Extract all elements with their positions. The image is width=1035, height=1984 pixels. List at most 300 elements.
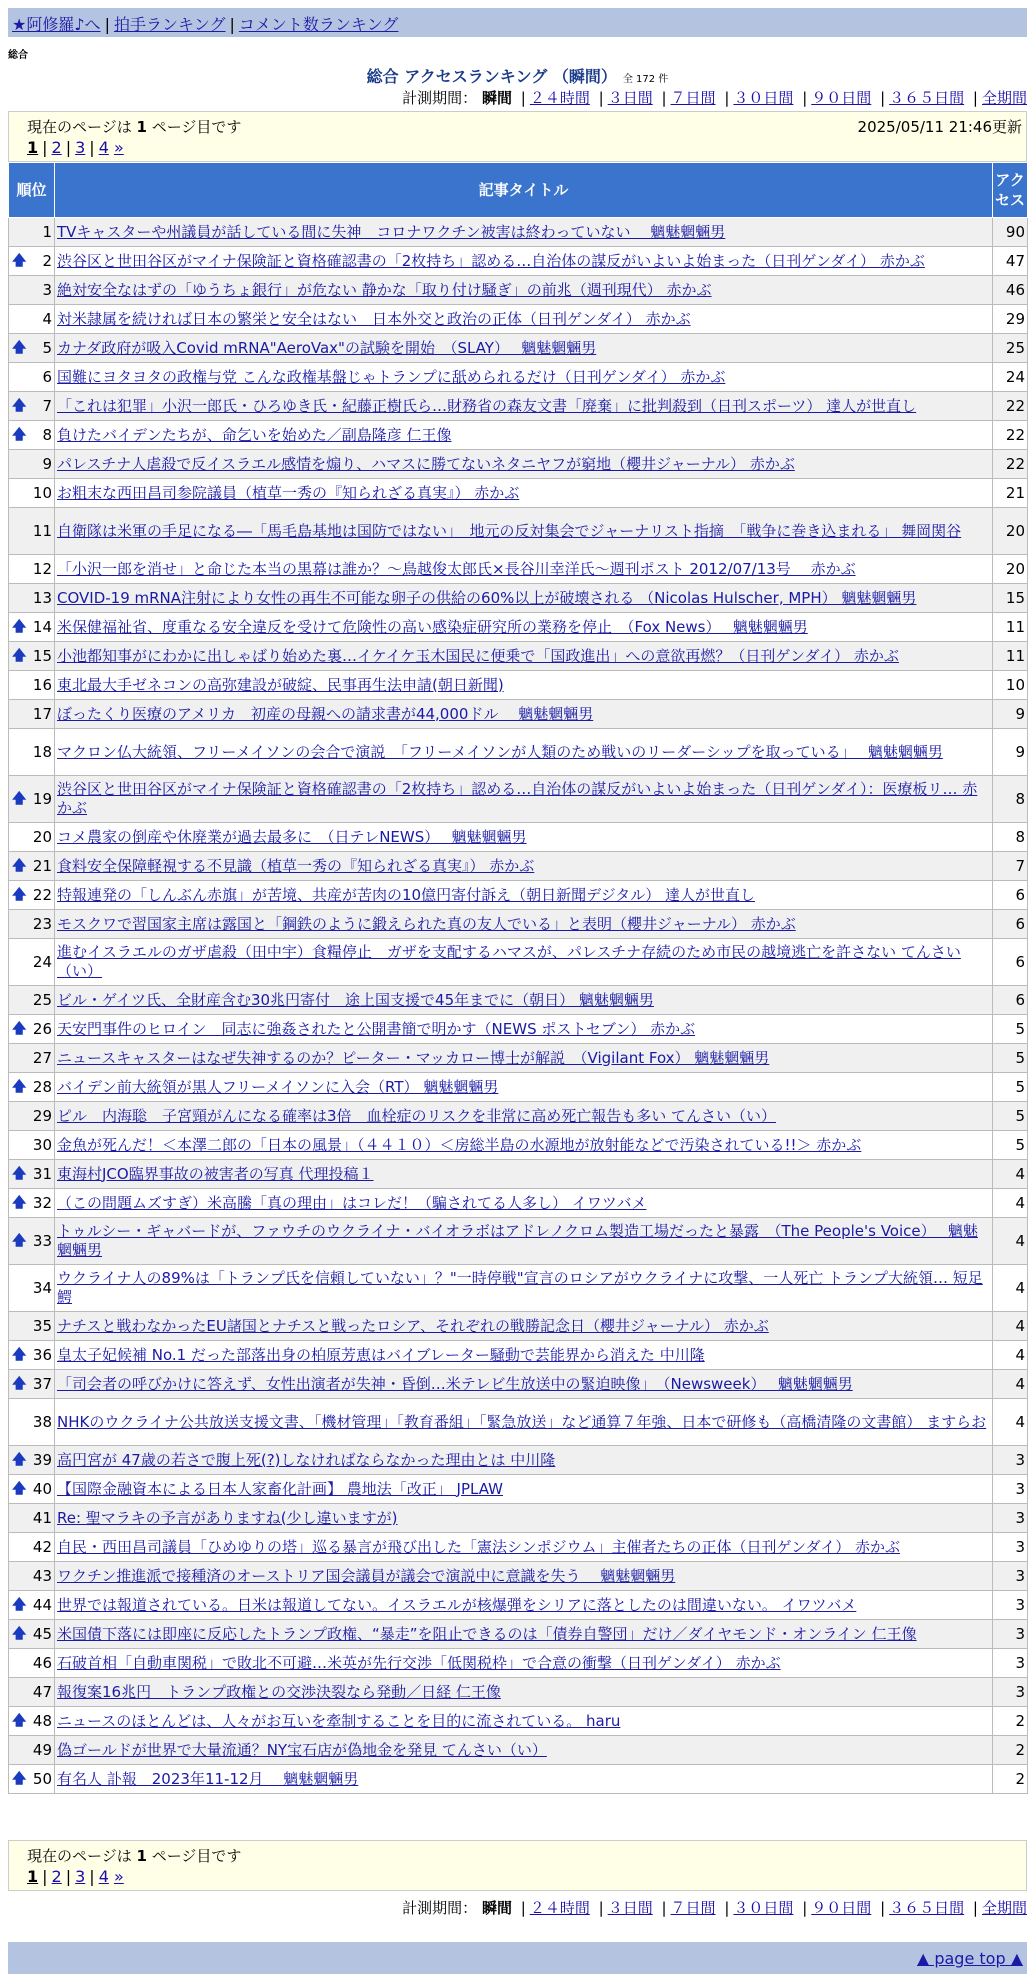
rank-up-arrow-icon: 🡅 [12,619,27,635]
period-label-bottom: 計測期間： [402,1899,478,1917]
article-link[interactable]: 石破首相「自動車関税」で敗北不可避…米英が先行交渉「低関税枠」で合意の衝撃（日刊ゲンダイ） 赤かぶ [57,1653,781,1672]
table-row [9,218,1028,247]
title-cell [55,700,993,729]
access-count: 4 [993,1160,1028,1189]
article-link[interactable]: ぼったくり医療のアメリカ 初産の母親への請求書が44,000ドル 魑魅魍魎男 [57,704,594,723]
table-row [9,450,1028,479]
rank-cell [9,939,55,986]
access-count: 2 [993,1707,1028,1736]
page-1-link-bottom[interactable]: 1 [27,1867,39,1886]
rank-cell [9,1707,55,1736]
title-cell [55,421,993,450]
title-cell [55,392,993,421]
title-cell [55,1620,993,1649]
article-link[interactable]: 負けたバイデンたちが、命乞いを始めた／副島隆彦 仁王像 [57,425,452,444]
period-7d-link[interactable]: ７日間 [670,89,716,107]
article-link[interactable]: COVID-19 mRNA注射により女性の再生不可能な卵子の供給の60%以上が破壊される （Nicolas Hulscher, MPH） 魑魅魍魎男 [57,588,917,607]
rank-cell [9,852,55,881]
table-row [9,421,1028,450]
article-link[interactable]: 渋谷区と世田谷区がマイナ保険証と資格確認書の「2枚持ち」認める…自治体の謀反がいよいよ始まった（日刊ゲンダイ） 赤かぶ [57,251,925,270]
table-row [9,392,1028,421]
table-row [9,1562,1028,1591]
title-cell [55,910,993,939]
access-count: 22 [993,421,1028,450]
article-link[interactable]: バイデン前大統領が黒人フリーメイソンに入会（RT） 魑魅魍魎男 [57,1077,499,1096]
title-cell [55,450,993,479]
article-link[interactable]: 国難にヨタヨタの政権与党 こんな政権基盤じゃトランプに舐められるだけ（日刊ゲンダイ） 赤かぶ [57,367,726,386]
rank-number: 31 [32,1164,52,1183]
section-label: 総合 [8,50,28,61]
table-row [9,1218,1028,1265]
article-link[interactable]: ワクチン推進派で接種済のオーストリア国会議員が議会で演説中に意識を失う 魑魅魍魎男 [57,1566,676,1585]
title-cell [55,1591,993,1620]
rank-cell [9,1073,55,1102]
article-link[interactable]: ビル・ゲイツ氏、全財産含む30兆円寄付 途上国支援で45年までに（朝日） 魑魅魍魎男 [57,990,654,1009]
article-link[interactable]: 進むイスラエルのガザ虐殺（田中宇）食糧停止 ガザを支配するハマスが、パレスチナ存続のため市民の越境逃亡を許さない てんさい（い） [57,943,961,980]
rank-cell [9,1649,55,1678]
rank-number: 6 [42,367,52,386]
article-link[interactable]: 皇太子妃候補 No.1 だった部落出身の柏原芳恵はバイブレーター騒動で芸能界から消えた 中川隆 [57,1345,705,1364]
page-2-link-bottom[interactable]: 2 [51,1867,62,1886]
rank-cell [9,1399,55,1446]
period-90d-link[interactable]: ９０日間 [811,89,872,107]
article-link[interactable]: パレスチナ人虐殺で反イスラエル感情を煽り、ハマスに勝てないネタニヤフが窮地（櫻井ジャーナル） 赤かぶ [57,454,795,473]
period-label: 計測期間： [402,89,478,107]
article-link[interactable]: 食料安全保障軽視する不見識（植草一秀の『知られざる真実』） 赤かぶ [57,856,535,875]
rank-cell [9,218,55,247]
article-link[interactable]: コメ農家の倒産や休廃業が過去最多に （日テレNEWS） 魑魅魍魎男 [57,827,527,846]
title-header: 記事タイトル [55,163,993,218]
article-link[interactable]: 自民・西田昌司議員「ひめゆりの塔」巡る暴言が飛び出した「憲法シンポジウム」主催者たちの正体（日刊ゲンダイ） 赤かぶ [57,1537,901,1556]
rank-number: 9 [42,454,52,473]
rank-number: 3 [42,280,52,299]
updated-timestamp: 2025/05/11 21:46更新 [857,118,1022,136]
title-cell [55,363,993,392]
article-link[interactable]: 偽ゴールドが世界で大量流通？NY宝石店が偽地金を発見 てんさい（い） [57,1740,547,1759]
table-row [9,555,1028,584]
rank-number: 46 [32,1653,52,1672]
rank-number: 50 [32,1769,52,1788]
rank-cell [9,584,55,613]
rank-up-arrow-icon: 🡅 [12,1452,27,1468]
table-row [9,247,1028,276]
article-link[interactable]: 世界では報道されている。日米は報道してない。イスラエルが核爆弾をシリアに落としたのは間違いない。 イワツバメ [57,1595,857,1614]
access-count: 8 [993,776,1028,823]
title-cell [55,1533,993,1562]
access-count: 5 [993,1131,1028,1160]
title-cell [55,881,993,910]
rank-number: 12 [32,559,52,578]
article-link[interactable]: 小池都知事がにわかに出しゃばり始めた裏…イケイケ玉木国民に便乗で「国政進出」への意欲再燃？（日刊ゲンダイ） 赤かぶ [57,646,899,665]
title-cell [55,218,993,247]
rank-header: 順位 [9,163,55,218]
access-count: 29 [993,305,1028,334]
access-count: 47 [993,247,1028,276]
title-cell [55,986,993,1015]
page-title [0,64,1035,87]
rank-number: 25 [32,990,52,1009]
access-count: 4 [993,1189,1028,1218]
current-page-prefix-bottom: 現在のページは [27,1847,132,1865]
rank-up-arrow-icon: 🡅 [12,427,27,443]
table-row [9,1504,1028,1533]
article-link[interactable]: 対米隷属を続ければ日本の繁栄と安全はない 日本外交と政治の正体（日刊ゲンダイ） 赤かぶ [57,309,691,328]
rank-number: 38 [32,1412,52,1431]
access-count: 3 [993,1533,1028,1562]
rank-cell [9,1533,55,1562]
home-link[interactable]: ★阿修羅♪へ [12,15,101,34]
table-row [9,1620,1028,1649]
article-link[interactable]: ウクライナ人の89%は「トランプ氏を信頼していない」？"一時停戦"宣言のロシアがウクライナに攻撃、一人死亡 トランプ大統領… 短足鰐 [57,1269,983,1306]
rank-up-arrow-icon: 🡅 [12,253,27,269]
next-page-link-bottom[interactable]: » [113,1867,124,1886]
rank-number: 13 [32,588,52,607]
access-count: 4 [993,1265,1028,1312]
current-page-suffix: ページ目です [151,118,242,136]
article-link[interactable]: 自衛隊は米軍の手足になる―「馬毛島基地は国防ではない」 地元の反対集会でジャーナリスト指摘 「戦争に巻き込まれる」 舞岡関谷 [57,521,962,540]
rank-cell [9,1102,55,1131]
footer-bar [8,1942,1027,1974]
title-cell [55,823,993,852]
article-link[interactable]: ニュースのほとんどは、人々がお互いを牽制することを目的に流されている。 haru [57,1711,621,1730]
access-count: 5 [993,1044,1028,1073]
title-cell [55,1504,993,1533]
table-row [9,729,1028,776]
rank-up-arrow-icon: 🡅 [12,1166,27,1182]
rank-number: 10 [32,483,52,502]
period-7d-link-bottom[interactable]: ７日間 [670,1899,716,1917]
table-row [9,1102,1028,1131]
rank-cell [9,1475,55,1504]
article-link[interactable]: カナダ政府が吸入Covid mRNA"AeroVax"の試験を開始 （SLAY） 魑魅魍魎男 [57,338,597,357]
page-4-link[interactable]: 4 [98,138,109,157]
current-page-text [27,116,241,137]
rank-number: 22 [32,885,52,904]
table-row [9,1446,1028,1475]
page-3-link-bottom[interactable]: 3 [75,1867,86,1886]
title-cell [55,1073,993,1102]
rank-number: 7 [42,396,52,415]
access-count: 6 [993,986,1028,1015]
comment-ranking-link[interactable]: コメント数ランキング [238,15,399,34]
title-cell [55,776,993,823]
title-cell [55,642,993,671]
title-cell [55,247,993,276]
access-count: 3 [993,1678,1028,1707]
access-count: 10 [993,671,1028,700]
table-row [9,334,1028,363]
rank-up-arrow-icon: 🡅 [12,1347,27,1363]
period-30d-link-bottom[interactable]: ３０日間 [733,1899,794,1917]
rank-number: 19 [32,789,52,808]
access-count: 9 [993,700,1028,729]
rank-cell [9,1562,55,1591]
article-link[interactable]: 米国債下落には即座に反応したトランプ政権、“暴走”を阻止できるのは「債券自警団」だけ／ダイヤモンド・オンライン 仁王像 [57,1624,917,1643]
rank-cell [9,823,55,852]
article-link[interactable]: 「これは犯罪」小沢一郎氏・ひろゆき氏・紀藤正樹氏ら…財務省の森友文書「廃棄」に批判殺到（日刊スポーツ） 達人が世直し [57,396,917,415]
rank-cell [9,1620,55,1649]
rank-number: 1 [42,222,52,241]
access-count: 5 [993,1015,1028,1044]
rank-number: 44 [32,1595,52,1614]
rank-cell [9,363,55,392]
rank-number: 28 [32,1077,52,1096]
table-row [9,1160,1028,1189]
rank-up-arrow-icon: 🡅 [12,1626,27,1642]
title-cell [55,1160,993,1189]
access-count: 8 [993,823,1028,852]
rank-cell [9,247,55,276]
title-cell [55,479,993,508]
rank-number: 36 [32,1345,52,1364]
title-cell [55,1341,993,1370]
period-current: 瞬間 [481,89,512,107]
article-link[interactable]: 「司会者の呼びかけに答えず、女性出演者が失神・昏倒…米テレビ生放送中の緊迫映像」 （Newsweek） 魑魅魍魎男 [57,1374,853,1393]
page-info-top [8,111,1027,162]
rank-cell [9,613,55,642]
rank-cell [9,555,55,584]
article-link[interactable]: ニュースキャスターはなぜ失神するのか？ピーター・マッカロー博士が解説 （Vigilant Fox） 魑魅魍魎男 [57,1048,770,1067]
rank-cell [9,1015,55,1044]
rank-number: 45 [32,1624,52,1643]
article-link[interactable]: 高円宮が 47歳の若さで腹上死(?)しなければならなかった理由とは 中川隆 [57,1450,556,1469]
current-page-text-bottom [27,1845,241,1866]
rank-cell [9,392,55,421]
rank-number: 35 [32,1316,52,1335]
page-3-link[interactable]: 3 [75,138,86,157]
page-2-link[interactable]: 2 [51,138,62,157]
table-row [9,881,1028,910]
article-link[interactable]: NHKのウクライナ公共放送支援文書、「機材管理」「教育番組」「緊急放送」など通算７年強、日本で研修も（高橋清隆の文書館） ますらお [57,1412,987,1431]
rank-cell [9,1218,55,1265]
title-cell [55,276,993,305]
rank-number: 43 [32,1566,52,1585]
access-count: 5 [993,1073,1028,1102]
table-row [9,305,1028,334]
top-navigation: ★阿修羅♪へ | 拍手ランキング | コメント数ランキング [8,8,1027,37]
period-365d-link[interactable]: ３６５日間 [889,89,965,107]
rank-cell [9,479,55,508]
rank-up-arrow-icon: 🡅 [12,1597,27,1613]
rank-number: 37 [32,1374,52,1393]
table-row [9,1649,1028,1678]
rank-cell [9,1265,55,1312]
article-link[interactable]: 有名人 訃報 2023年11-12月 魑魅魍魎男 [57,1769,359,1788]
table-row [9,776,1028,823]
table-row [9,642,1028,671]
rank-number: 27 [32,1048,52,1067]
article-link[interactable]: （この問題ムズすぎ）米高騰「真の理由」はコレだ！（騙されてる人多し） イワツバメ [57,1193,647,1212]
rank-number: 5 [42,338,52,357]
rank-cell [9,276,55,305]
title-cell [55,1102,993,1131]
title-cell [55,1446,993,1475]
rank-cell [9,986,55,1015]
rank-cell [9,450,55,479]
access-count: 4 [993,1312,1028,1341]
rank-cell [9,334,55,363]
article-link[interactable]: TVキャスターや州議員が話している間に失神 コロナワクチン被害は終わっていない 魑魅魍魎男 [57,222,726,241]
article-link[interactable]: 米保健福祉省、度重なる安全違反を受けて危険性の高い感染症研究所の業務を停止 （Fox News） 魑魅魍魎男 [57,617,808,636]
rank-number: 20 [32,827,52,846]
table-row [9,1265,1028,1312]
access-count: 22 [993,450,1028,479]
table-row [9,910,1028,939]
access-count: 24 [993,363,1028,392]
article-link[interactable]: 特報連発の「しんぶん赤旗」が苦境、共産が苦肉の10億円寄付訴え（朝日新聞デジタル） 達人が世直し [57,885,755,904]
rank-number: 8 [42,425,52,444]
article-link[interactable]: 渋谷区と世田谷区がマイナ保険証と資格確認書の「2枚持ち」認める…自治体の謀反がいよいよ始まった（日刊ゲンダイ）：医療板リ… 赤かぶ [57,780,978,817]
rank-number: 16 [32,675,52,694]
title-cell [55,1312,993,1341]
article-link[interactable]: ナチスと戦わなかったEU諸国とナチスと戦ったロシア、それぞれの戦勝記念日（櫻井ジャーナル） 赤かぶ [57,1316,769,1335]
rank-number: 14 [32,617,52,636]
period-3d-link-bottom[interactable]: ３日間 [607,1899,653,1917]
article-link[interactable]: 東北最大手ゼネコンの高弥建設が破綻、民事再生法申請(朝日新聞) [57,675,504,694]
period-24h-link-bottom[interactable]: ２４時間 [529,1899,590,1917]
access-header: アクセス [993,163,1028,218]
rank-cell [9,700,55,729]
access-count: 3 [993,1446,1028,1475]
access-count: 11 [993,642,1028,671]
period-365d-link-bottom[interactable]: ３６５日間 [889,1899,965,1917]
article-link[interactable]: 【国際金融資本による日本人家畜化計画】 農地法「改正」 JPLAW [57,1479,503,1498]
table-row [9,363,1028,392]
access-count: 20 [993,508,1028,555]
period-current-bottom: 瞬間 [481,1899,512,1917]
article-link[interactable]: トゥルシー・ギャバードが、ファウチのウクライナ・バイオラボはアドレノクロム製造工場だったと暴露 （The People's Voice） 魑魅魍魎男 [57,1222,978,1259]
table-row [9,1678,1028,1707]
title-cell [55,1015,993,1044]
table-row [9,479,1028,508]
rank-cell [9,729,55,776]
rank-up-arrow-icon: 🡅 [12,1481,27,1497]
rank-number: 32 [32,1193,52,1212]
rank-cell [9,1736,55,1765]
table-row [9,1475,1028,1504]
rank-number: 49 [32,1740,52,1759]
access-count: 3 [993,1620,1028,1649]
rank-number: 34 [32,1278,52,1297]
rank-number: 11 [32,521,52,540]
rank-number: 17 [32,704,52,723]
access-count: 20 [993,555,1028,584]
access-count: 4 [993,1370,1028,1399]
access-count: 3 [993,1504,1028,1533]
table-row [9,508,1028,555]
table-row [9,613,1028,642]
title-cell [55,1562,993,1591]
period-30d-link[interactable]: ３０日間 [733,89,794,107]
rank-cell [9,881,55,910]
table-row [9,986,1028,1015]
access-count: 6 [993,910,1028,939]
article-link[interactable]: 「小沢一郎を消せ」と命じた本当の黒幕は誰か？～鳥越俊太郎氏×長谷川幸洋氏～週刊ポスト 2012/07/13号 赤かぶ [57,559,856,578]
article-link[interactable]: Re: 聖マラキの予言がありますね(少し違いますが) [57,1508,398,1527]
rank-cell [9,508,55,555]
applause-ranking-link[interactable]: 拍手ランキング [113,15,226,34]
article-link[interactable]: 天安門事件のヒロイン 同志に強姦されたと公開書簡で明かす（NEWS ポストセブン） 赤かぶ [57,1019,696,1038]
article-link[interactable]: モスクワで習国家主席は露国と「鋼鉄のように鍛えられた真の友人でいる」と表明（櫻井ジャーナル） 赤かぶ [57,914,796,933]
rank-number: 18 [32,742,52,761]
rank-number: 33 [32,1231,52,1250]
title-cell [55,1044,993,1073]
access-count: 11 [993,613,1028,642]
rank-up-arrow-icon: 🡅 [12,340,27,356]
page-4-link-bottom[interactable]: 4 [98,1867,109,1886]
page-top-link[interactable]: ▲ page top ▲ [916,1949,1023,1968]
title-cell [55,1189,993,1218]
title-cell [55,1399,993,1446]
rank-up-arrow-icon: 🡅 [12,1376,27,1392]
access-count: 4 [993,1341,1028,1370]
next-page-link[interactable]: » [113,138,124,157]
period-24h-link[interactable]: ２４時間 [529,89,590,107]
table-row [9,671,1028,700]
access-count: 3 [993,1562,1028,1591]
rank-cell [9,1312,55,1341]
table-row [9,939,1028,986]
access-count: 22 [993,392,1028,421]
table-row [9,1399,1028,1446]
rank-cell [9,1370,55,1399]
page-1-link[interactable]: 1 [27,138,39,157]
rank-number: 26 [32,1019,52,1038]
period-90d-link-bottom[interactable]: ９０日間 [811,1899,872,1917]
period-all-link[interactable]: 全期間 [981,89,1027,107]
title-cell [55,1475,993,1504]
period-selector-bottom: 計測期間： 瞬間 | ２４時間 | ３日間 | ７日間 | ３０日間 | ９０日間 | ３６５日間 | 全期間 [402,1899,1027,1917]
table-row [9,1707,1028,1736]
ranking-table [8,162,1028,1794]
rank-cell [9,776,55,823]
rank-up-arrow-icon: 🡅 [12,1233,27,1249]
table-row [9,1370,1028,1399]
article-link[interactable]: 報復案16兆円 トランプ政権との交渉決裂なら発動／日経 仁王像 [57,1682,501,1701]
table-row [9,1341,1028,1370]
title-cell [55,555,993,584]
article-link[interactable]: ピル 内海聡 子宮頸がんになる確率は3倍 血栓症のリスクを非常に高め死亡報告も多い てんさい（い） [57,1106,777,1125]
article-link[interactable]: マクロン仏大統領、フリーメイソンの会合で演説 「フリーメイソンが人類のため戦いのリーダーシップを取っている」 魑魅魍魎男 [57,742,943,761]
period-3d-link[interactable]: ３日間 [607,89,653,107]
rank-number: 29 [32,1106,52,1125]
table-row [9,1736,1028,1765]
rank-number: 21 [32,856,52,875]
article-link[interactable]: 金魚が死んだ！＜本澤二郎の「日本の風景」（４４１０）＜房総半島の水源地が放射能などで汚染されている!!＞ 赤かぶ [57,1135,862,1154]
rank-number: 39 [32,1450,52,1469]
article-link[interactable]: 東海村JCO臨界事故の被害者の写真 代理投稿１ [57,1164,374,1183]
rank-up-arrow-icon: 🡅 [12,1021,27,1037]
title-cell [55,1649,993,1678]
access-count: 5 [993,1102,1028,1131]
access-count: 90 [993,218,1028,247]
period-all-link-bottom[interactable]: 全期間 [981,1899,1027,1917]
access-count: 9 [993,729,1028,776]
access-count: 6 [993,939,1028,986]
title-cell [55,729,993,776]
access-count: 3 [993,1475,1028,1504]
article-link[interactable]: 絶対安全なはずの「ゆうちょ銀行」が危ない 静かな「取り付け騒ぎ」の前兆（週刊現代） 赤かぶ [57,280,712,299]
rank-number: 2 [42,251,52,270]
rank-up-arrow-icon: 🡅 [12,887,27,903]
rank-number: 23 [32,914,52,933]
rank-number: 15 [32,646,52,665]
rank-up-arrow-icon: 🡅 [12,858,27,874]
title-cell [55,1736,993,1765]
access-count: 21 [993,479,1028,508]
article-link[interactable]: お粗末な西田昌司参院議員（植草一秀の『知られざる真実』） 赤かぶ [57,483,520,502]
access-count: 2 [993,1736,1028,1765]
